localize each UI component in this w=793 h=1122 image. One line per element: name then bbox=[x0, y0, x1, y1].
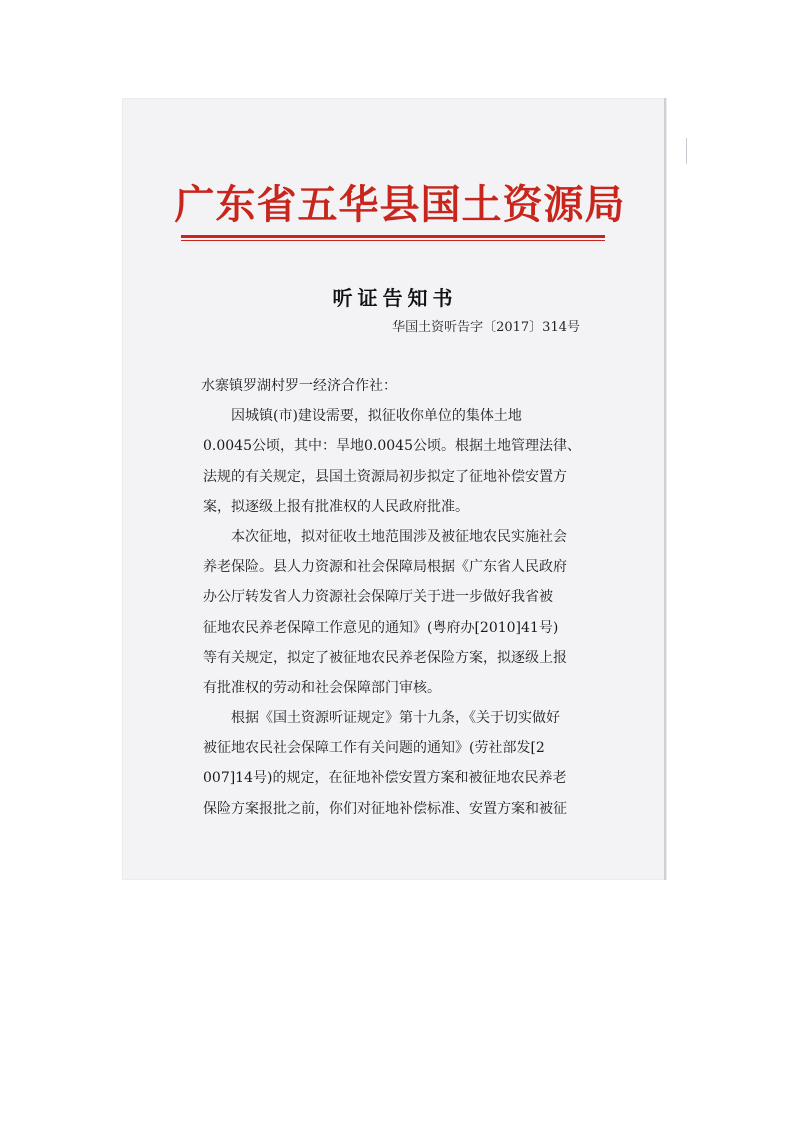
body-line: 征地农民养老保障工作意见的通知》(粤府办[2010]41号) bbox=[203, 619, 559, 636]
body-line: 保险方案报批之前，你们对征地补偿标准、安置方案和被征 bbox=[203, 800, 567, 817]
document-body bbox=[203, 371, 613, 824]
body-line: 办公厅转发省人力资源社会保障厅关于进一步做好我省被 bbox=[203, 589, 553, 606]
body-line: 因城镇(市)建设需要，拟征收你单位的集体土地 bbox=[231, 408, 522, 425]
body-line: 有批准权的劳动和社会保障部门审核。 bbox=[203, 679, 441, 696]
body-line: 007]14号)的规定，在征地补偿安置方案和被征地农民养老 bbox=[203, 770, 567, 787]
document-number: 华国土资听告字〔2017〕314号 bbox=[392, 320, 580, 335]
body-line: 养老保险。县人力资源和社会保障局根据《广东省人民政府 bbox=[203, 559, 567, 576]
body-line: 等有关规定，拟定了被征地农民养老保险方案，拟逐级上报 bbox=[203, 649, 567, 666]
scan-edge bbox=[664, 98, 666, 880]
body-line: 本次征地，拟对征收土地范围涉及被征地农民实施社会 bbox=[231, 528, 567, 545]
body-line: 根据《国土资源听证规定》第十九条，《关于切实做好 bbox=[231, 710, 560, 727]
body-line: 案，拟逐级上报有批准权的人民政府批准。 bbox=[203, 498, 469, 515]
body-line: 0.0045公顷，其中：旱地0.0045公顷。根据土地管理法律、 bbox=[203, 438, 581, 455]
letterhead-rule-thick bbox=[181, 235, 605, 238]
letterhead-rule-thin bbox=[181, 240, 605, 241]
body-line: 法规的有关规定，县国土资源局初步拟定了征地补偿安置方 bbox=[203, 468, 567, 485]
scan-edge-mark bbox=[686, 138, 687, 164]
letterhead-title: 广东省五华县国土资源局 bbox=[174, 181, 626, 228]
body-line: 被征地农民社会保障工作有关问题的通知》(劳社部发[2 bbox=[203, 740, 545, 757]
document-title: 听证告知书 bbox=[332, 286, 458, 310]
addressee: 水寨镇罗湖村罗一经济合作社： bbox=[201, 378, 397, 394]
